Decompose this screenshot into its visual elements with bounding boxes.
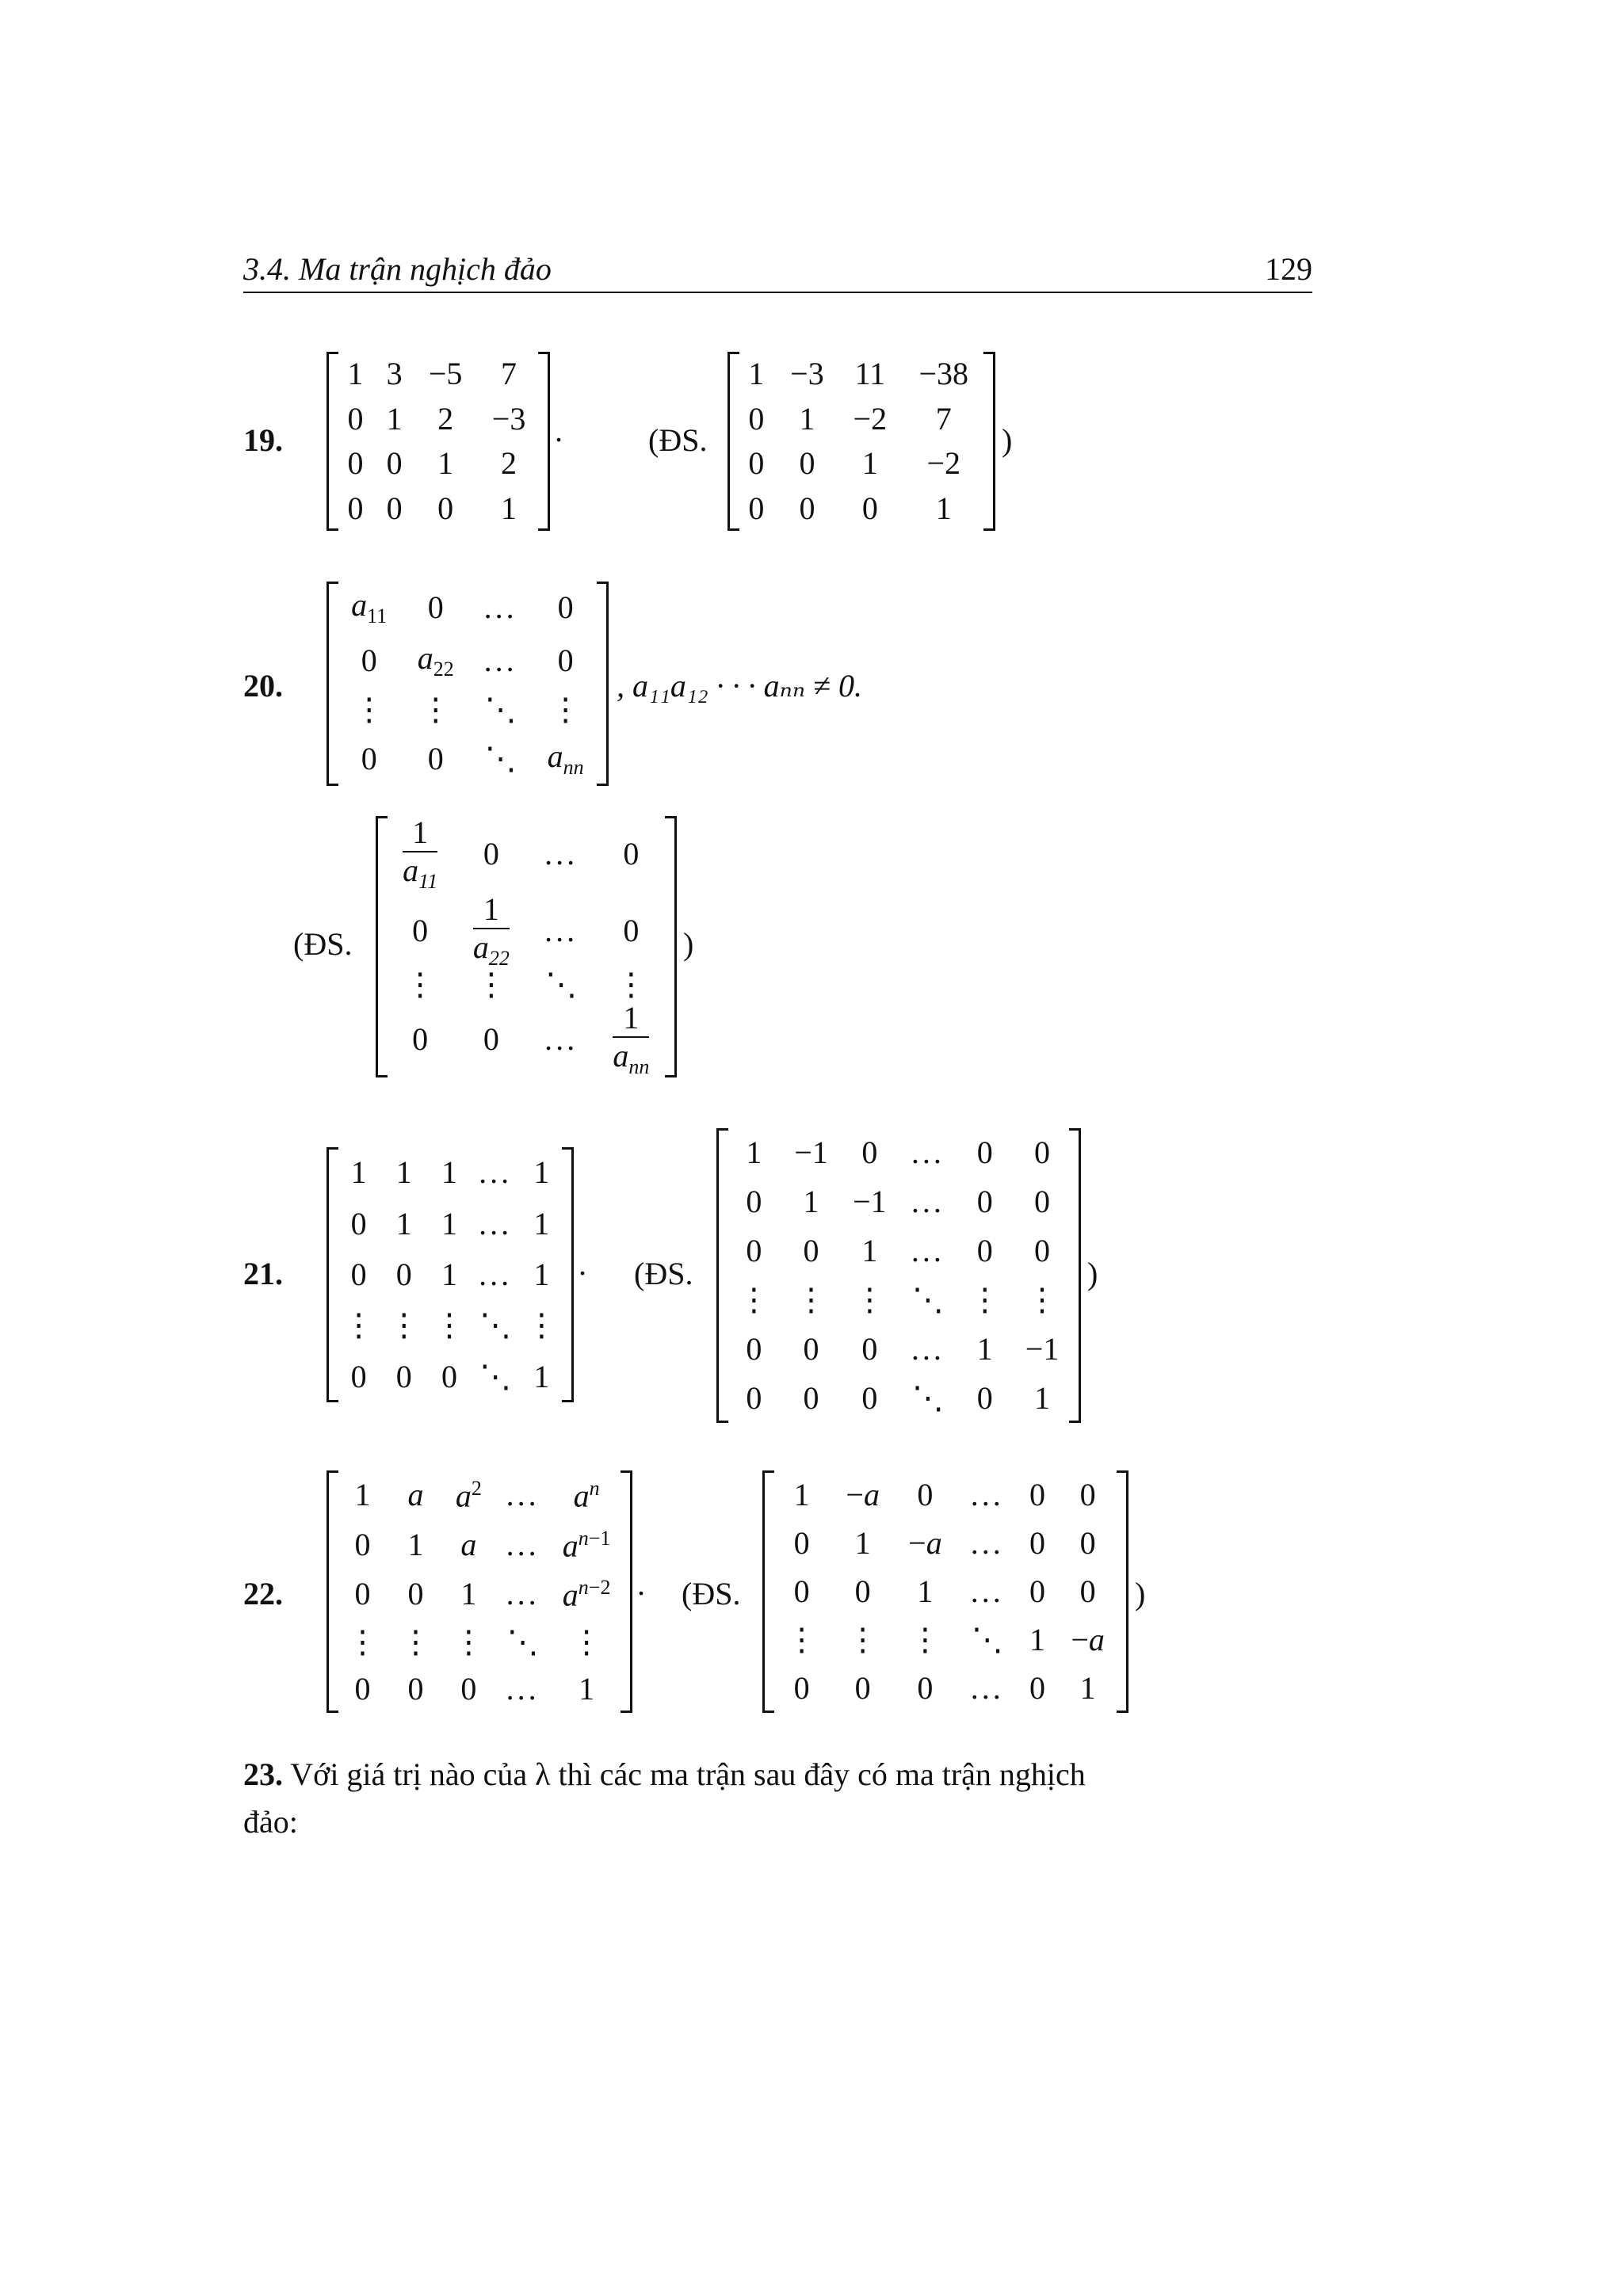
m21a-cell: ...: [911, 1135, 945, 1170]
m19-cell: 7: [501, 356, 517, 392]
m21-cell: 0: [350, 1358, 367, 1394]
m21-cell: 1: [350, 1154, 367, 1191]
m19a-cell: 1: [935, 490, 952, 526]
m19-cell: 0: [347, 490, 364, 526]
m22a-cell: ⋮: [846, 1622, 879, 1658]
m21-cell: 1: [441, 1205, 457, 1241]
m21-cell: ⋮: [388, 1307, 420, 1344]
m22a-cell: 0: [1079, 1476, 1096, 1512]
problem-20-condition: , a₁₁a₁₂ · · · aₙₙ ≠ 0.: [617, 668, 862, 704]
problem-22-answer-suffix: ): [1135, 1576, 1146, 1611]
m19a-cell: 0: [748, 490, 765, 526]
m21-cell: ...: [479, 1205, 513, 1241]
m22a-cell: 1: [1079, 1670, 1096, 1707]
matrix-21: [327, 1147, 574, 1402]
problem-22-period: .: [637, 1566, 645, 1602]
m21a-cell: 0: [861, 1380, 878, 1416]
m22a-cell: 1: [793, 1476, 810, 1512]
m21a-cell: −1: [1025, 1331, 1060, 1367]
matrix-22-answer-table: [772, 1470, 1119, 1713]
problem-22-answer-prefix: (ĐS.: [682, 1576, 741, 1611]
matrix-20-answer-table: $\frac{1}{a_{11}}$ 0 ... 0 0 $\frac{1}{a_{22}}$ ... 0 ⋮ ⋮ ⋱ ⋮ 0 0 ... $\frac{1}{a_{nn}}$: [403, 814, 650, 1078]
m21a-cell: 0: [746, 1233, 762, 1268]
m22a-cell: −a: [1071, 1622, 1105, 1658]
m22a-cell: ⋮: [785, 1622, 818, 1658]
m21-cell: 1: [533, 1256, 550, 1292]
m19-cell: 0: [347, 445, 364, 482]
m22a-cell: 0: [1029, 1670, 1045, 1707]
matrix-22-table: 1 a $a^2$ ... $a^n$ 0 1 a ... $a^{n-1}$ 0 0 1 ... $a^{n-2}$ ⋮ ⋮ ⋮ ⋱ ⋮ 0 0 0 ... 1: [346, 1477, 611, 1707]
problem-21-period: .: [579, 1246, 586, 1282]
problem-23: [243, 1756, 1086, 1793]
problem-23-number: 23.: [243, 1756, 283, 1792]
problem-21-number: 21.: [243, 1256, 283, 1291]
m22a-cell: 0: [917, 1476, 934, 1512]
m19a-cell: 0: [861, 490, 878, 526]
m22a-cell: 0: [793, 1670, 810, 1707]
matrix-19-answer-table: [737, 352, 986, 531]
m21a-cell: 0: [1034, 1135, 1051, 1170]
m21a-cell: 1: [861, 1233, 878, 1268]
m21-cell: 1: [441, 1154, 457, 1191]
m19a-cell: 1: [861, 445, 878, 482]
page-number: 129: [1265, 251, 1312, 287]
matrix-19-answer: [727, 352, 995, 531]
m19a-cell: −3: [790, 356, 824, 392]
m21-cell: 1: [441, 1256, 457, 1292]
m21a-cell: 0: [861, 1331, 878, 1367]
m21a-cell: ...: [911, 1233, 945, 1268]
m21-cell: ...: [479, 1256, 513, 1292]
matrix-20-table: $a_{11}$ 0 ... 0 0 $a_{22}$ ... 0 ⋮ ⋮ ⋱ ⋮ 0 0 ⋱ $a_{nn}$: [351, 586, 584, 779]
m22a-cell: −a: [846, 1476, 880, 1512]
m19a-cell: 0: [748, 445, 765, 482]
problem-21-answer-prefix: (ĐS.: [634, 1256, 693, 1291]
m21-cell: 0: [441, 1358, 457, 1394]
problem-23-text-line1: Với giá trị nào của λ thì các ma trận sau đây có ma trận nghịch: [290, 1756, 1086, 1792]
matrix-22: [327, 1470, 632, 1713]
m21a-cell: 0: [976, 1184, 993, 1219]
m21-cell: ⋮: [433, 1307, 465, 1344]
m19a-cell: 11: [854, 356, 886, 392]
m19a-cell: 7: [935, 400, 952, 437]
m22a-cell: 0: [1079, 1573, 1096, 1609]
m21a-cell: 0: [976, 1135, 993, 1170]
problem-19-answer-prefix: (ĐS.: [648, 422, 708, 458]
matrix-19-table: [336, 352, 540, 531]
problem-20-number: 20.: [243, 668, 283, 704]
m21a-cell: 0: [1034, 1233, 1051, 1268]
problem-21-answer-suffix: ): [1087, 1256, 1098, 1291]
m21a-cell: 0: [746, 1331, 762, 1367]
m21-cell: 1: [533, 1358, 550, 1394]
m19a-cell: −38: [918, 356, 969, 392]
matrix-21-answer: [716, 1128, 1081, 1423]
m22a-cell: ...: [970, 1524, 1004, 1561]
m22a-cell: 0: [1029, 1573, 1045, 1609]
m21-cell: 1: [533, 1154, 550, 1191]
m21a-cell: 0: [976, 1233, 993, 1268]
m22a-cell: −a: [908, 1524, 942, 1561]
m21a-cell: ⋮: [738, 1282, 770, 1318]
m21a-cell: ⋱: [911, 1380, 944, 1416]
m22a-cell: ...: [970, 1670, 1004, 1707]
m22a-cell: ⋮: [909, 1622, 941, 1658]
m19a-cell: 0: [799, 445, 815, 482]
problem-20-answer-prefix: (ĐS.: [293, 926, 353, 962]
problem-22-number: 22.: [243, 1576, 283, 1611]
m19-cell: 0: [386, 445, 403, 482]
m21-cell: 1: [533, 1205, 550, 1241]
m19-cell: −3: [491, 400, 526, 437]
m21a-cell: 0: [803, 1233, 819, 1268]
m21a-cell: 0: [746, 1184, 762, 1219]
m21-cell: 0: [350, 1205, 367, 1241]
m21-cell: ⋱: [479, 1307, 512, 1344]
m19a-cell: −2: [853, 400, 888, 437]
m21-cell: ⋱: [479, 1358, 512, 1394]
m21-cell: 0: [350, 1256, 367, 1292]
m19-cell: 2: [501, 445, 517, 482]
m21a-cell: ⋮: [795, 1282, 827, 1318]
m21a-cell: 1: [1034, 1380, 1051, 1416]
m21a-cell: 1: [803, 1184, 819, 1219]
problem-19-period: .: [555, 413, 563, 448]
problem-23-text-line2: đảo:: [243, 1804, 298, 1840]
m22a-cell: 1: [1029, 1622, 1045, 1658]
m19-cell: 1: [386, 400, 403, 437]
m19a-cell: 1: [748, 356, 765, 392]
m21-cell: ⋮: [525, 1307, 558, 1344]
m22a-cell: ...: [970, 1476, 1004, 1512]
m21a-cell: ⋮: [968, 1282, 1001, 1318]
m19-cell: 0: [386, 490, 403, 526]
m21a-cell: −1: [853, 1184, 887, 1219]
m21a-cell: ⋮: [1026, 1282, 1059, 1318]
m21a-cell: 0: [1034, 1184, 1051, 1219]
matrix-21-table: [336, 1147, 564, 1402]
m22a-cell: 0: [1029, 1476, 1045, 1512]
m22a-cell: 0: [793, 1573, 810, 1609]
m21a-cell: 0: [976, 1380, 993, 1416]
m21a-cell: 0: [803, 1331, 819, 1367]
m19-cell: 1: [347, 356, 364, 392]
m21a-cell: ...: [911, 1184, 945, 1219]
m21-cell: 0: [395, 1358, 412, 1394]
m19-cell: 3: [386, 356, 403, 392]
m22a-cell: 0: [917, 1670, 934, 1707]
running-header-title: 3.4. Ma trận nghịch đảo: [243, 251, 552, 287]
m19-cell: 2: [437, 400, 454, 437]
header-rule: [243, 292, 1312, 293]
m22a-cell: 0: [793, 1524, 810, 1561]
matrix-21-answer-table: [726, 1128, 1071, 1423]
matrix-19: [327, 352, 550, 531]
m21a-cell: 1: [746, 1135, 762, 1170]
m21-cell: ⋮: [342, 1307, 375, 1344]
m21a-cell: 1: [976, 1331, 993, 1367]
problem-20-answer-suffix: ): [683, 926, 694, 962]
problem-19-answer-suffix: ): [1002, 422, 1013, 458]
m19a-cell: −2: [926, 445, 961, 482]
m19-cell: 1: [501, 490, 517, 526]
m22a-cell: 0: [1029, 1524, 1045, 1561]
m21-cell: 1: [395, 1154, 412, 1191]
m21-cell: ...: [479, 1154, 513, 1191]
m21a-cell: 0: [803, 1380, 819, 1416]
m19a-cell: 0: [799, 490, 815, 526]
m19-cell: 0: [347, 400, 364, 437]
m22a-cell: 0: [854, 1573, 871, 1609]
problem-19-number: 19.: [243, 422, 283, 458]
m21a-cell: ⋱: [911, 1282, 944, 1318]
m21a-cell: −1: [794, 1135, 828, 1170]
m22a-cell: 0: [1079, 1524, 1096, 1561]
matrix-20: [327, 582, 609, 786]
m21a-cell: ⋮: [854, 1282, 886, 1318]
m21a-cell: 0: [861, 1135, 878, 1170]
m22a-cell: 1: [917, 1573, 934, 1609]
m19a-cell: 1: [799, 400, 815, 437]
m22a-cell: ...: [970, 1573, 1004, 1609]
m19-cell: 1: [437, 445, 454, 482]
m21-cell: 0: [395, 1256, 412, 1292]
m22a-cell: ⋱: [971, 1622, 1003, 1658]
m22a-cell: 1: [854, 1524, 871, 1561]
matrix-22-answer: [762, 1470, 1128, 1713]
m19-cell: −5: [428, 356, 463, 392]
m21a-cell: 0: [746, 1380, 762, 1416]
m19a-cell: 0: [748, 400, 765, 437]
m21a-cell: ...: [911, 1331, 945, 1367]
matrix-20-answer: [376, 816, 677, 1077]
m22a-cell: 0: [854, 1670, 871, 1707]
m21-cell: 1: [395, 1205, 412, 1241]
m19-cell: 0: [437, 490, 454, 526]
